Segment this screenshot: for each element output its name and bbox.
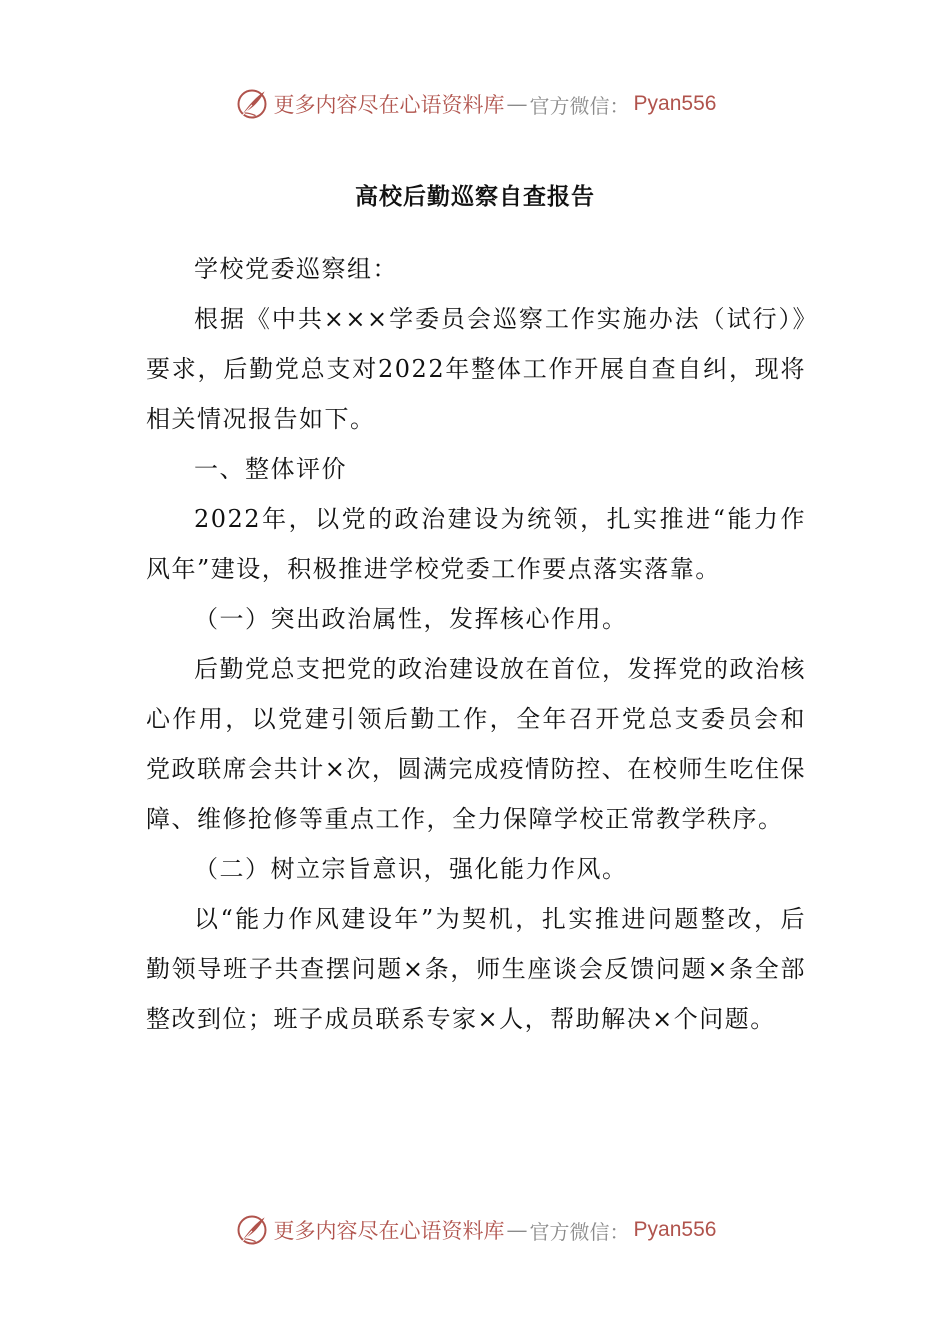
quill-pen-logo-icon — [234, 1212, 270, 1248]
watermark-dash: — — [506, 1218, 528, 1242]
section-heading: 一、整体评价 — [194, 455, 347, 483]
document-body — [146, 244, 806, 1044]
quill-pen-logo-icon — [234, 86, 270, 122]
watermark-wechat-id: Pyan556 — [633, 92, 717, 115]
subsection-paragraph-2: 以“能力作风建设年”为契机，扎实推进问题整改，后勤领导班子共查摆问题×条，师生座谈会反馈问题×条全部整改到位；班子成员联系专家×人，帮助解决×个问题。 — [146, 905, 806, 1033]
intro-paragraph: 根据《中共×××学委员会巡察工作实施办法（试行）》要求，后勤党总支对2022年整体工作开展自查自纠，现将相关情况报告如下。 — [146, 305, 806, 433]
footer-watermark — [0, 1210, 950, 1250]
subsection-paragraph-1: 后勤党总支把党的政治建设放在首位，发挥党的政治核心作用，以党建引领后勤工作，全年召开党总支委员会和党政联席会共计×次，圆满完成疫情防控、在校师生吃住保障、维修抢修等重点工作，全力保障学校正常教学秩序。 — [146, 655, 806, 833]
subsection-heading-1: （一）突出政治属性，发挥核心作用。 — [194, 605, 628, 633]
watermark-wechat-id: Pyan556 — [633, 1218, 717, 1241]
watermark-label: 官方微信： — [529, 93, 630, 118]
watermark-dash: — — [506, 92, 528, 116]
document-title: 高校后勤巡察自查报告 — [355, 184, 595, 210]
header-watermark — [0, 84, 950, 124]
watermark-site-text: 更多内容尽在心语资料库 — [273, 93, 505, 117]
overview-paragraph: 2022年，以党的政治建设为统领，扎实推进“能力作风年”建设，积极推进学校党委工作要点落实落靠。 — [146, 505, 806, 583]
subsection-heading-2: （二）树立宗旨意识，强化能力作风。 — [194, 855, 628, 883]
watermark-site-text: 更多内容尽在心语资料库 — [273, 1219, 505, 1243]
watermark-label: 官方微信： — [529, 1219, 630, 1244]
salutation: 学校党委巡察组： — [194, 255, 398, 283]
